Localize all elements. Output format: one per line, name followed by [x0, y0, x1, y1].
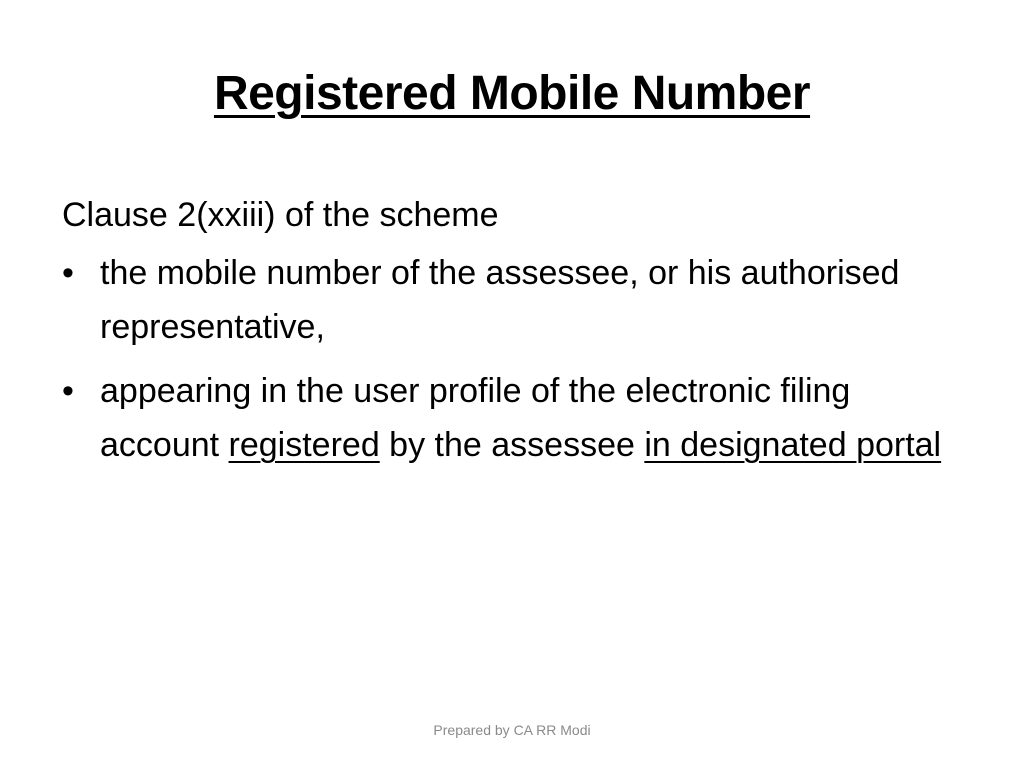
bullet-item-2	[62, 364, 962, 472]
bullet-2-text-start: appearing in the user profile of the electronic filing account	[100, 372, 851, 464]
bullet-icon: •	[62, 372, 74, 410]
bullet-item-1	[62, 246, 962, 354]
bullet-2-text-middle: by the assessee	[379, 426, 645, 464]
bullet-icon: •	[62, 254, 74, 292]
intro-text: Clause 2(xxiii) of the scheme	[62, 196, 499, 234]
bullet-2-underlined-registered: registered	[228, 426, 380, 464]
slide-body	[62, 188, 962, 482]
bullet-list	[62, 246, 962, 472]
bullet-1-text: the mobile number of the assessee, or his authorised representative,	[100, 254, 900, 346]
bullet-2-underlined-portal: in designated portal	[644, 426, 942, 464]
footer-credit: Prepared by CA RR Modi	[433, 722, 591, 738]
slide-title: Registered Mobile Number	[213, 67, 811, 120]
